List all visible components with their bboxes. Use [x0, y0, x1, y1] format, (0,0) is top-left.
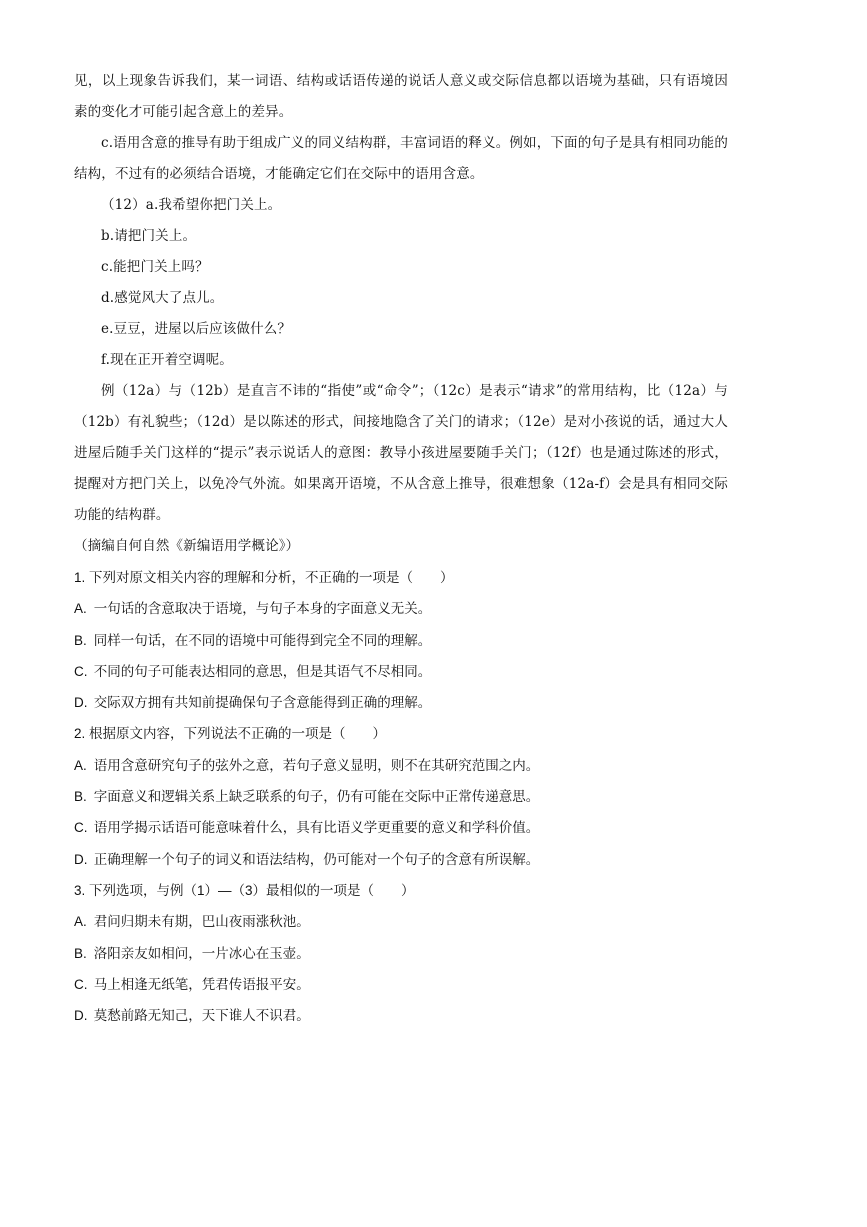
option-a[interactable] [74, 906, 728, 937]
example-line: d.感觉风大了点儿。 [101, 290, 224, 306]
example-line: c.能把门关上吗？ [101, 259, 209, 275]
option-label: D. [74, 1008, 88, 1024]
option-label: B. [74, 945, 87, 961]
questions [74, 562, 728, 1031]
option-c[interactable] [74, 656, 728, 687]
option-label: C. [74, 820, 88, 836]
example-line: b.请把门关上。 [101, 228, 197, 244]
option-d[interactable] [74, 844, 728, 875]
question-1 [74, 562, 728, 718]
option-text: 语用学揭示话语可能意味着什么，具有比语义学更重要的意义和学科价值。 [93, 820, 540, 836]
option-text: 同样一句话，在不同的语境中可能得到完全不同的理解。 [93, 632, 432, 648]
option-text: 不同的句子可能表达相同的意思，但是其语气不尽相同。 [93, 663, 432, 679]
option-c[interactable] [74, 969, 728, 1000]
option-text: 君问归期未有期，巴山夜雨涨秋池。 [93, 914, 310, 930]
option-label: C. [74, 663, 88, 679]
option-label: B. [74, 789, 87, 805]
example-list [74, 190, 728, 376]
option-text: 一句话的含意取决于语境，与句子本身的字面意义无关。 [93, 601, 432, 617]
source-citation: （摘编自何自然《新编语用学概论》） [74, 538, 300, 554]
option-c[interactable] [74, 812, 728, 843]
option-label: A. [74, 914, 87, 930]
example-line: （12）a.我希望你把门关上。 [101, 197, 282, 213]
question-stem: 2. 根据原文内容，下列说法不正确的一项是（ ） [74, 726, 387, 742]
option-label: D. [74, 851, 88, 867]
option-label: A. [74, 601, 87, 617]
passage-closing-paragraph: 例（12a）与（12b）是直言不讳的“指使”或“命令”；（12c）是表示“请求”的常用结构，比（12a）与（12b）有礼貌些；（12d）是以陈述的形式，间接地隐含了关门的请求；（12e）是对小孩说的话，通过大人进屋后随手关门这样的“提示”表示说话人的意图：教导小孩进屋要随手关门；（12f）也是通过陈述的形式，提醒对方把门关上，以免冷气外流。如果离开语境，不从含意上推导，很难想象（12a-f）会是具有相同交际功能的结构群。 [74, 383, 728, 523]
page-content [74, 66, 728, 1031]
example-line: e.豆豆，进屋以后应该做什么？ [101, 321, 292, 337]
option-b[interactable] [74, 781, 728, 812]
option-text: 正确理解一个句子的词义和语法结构，仍可能对一个句子的含意有所误解。 [93, 851, 540, 867]
passage-paragraph-1: 见，以上现象告诉我们，某一词语、结构或话语传递的说话人意义或交际信息都以语境为基础，只有语境因素的变化才可能引起含意上的差异。 [74, 73, 728, 120]
option-text: 马上相逢无纸笔，凭君传语报平安。 [93, 976, 310, 992]
option-a[interactable] [74, 593, 728, 624]
option-text: 交际双方拥有共知前提确保句子含意能得到正确的理解。 [93, 695, 432, 711]
option-text: 莫愁前路无知己，天下谁人不识君。 [93, 1008, 310, 1024]
option-text: 语用含意研究句子的弦外之意，若句子意义显明，则不在其研究范围之内。 [93, 757, 540, 773]
passage [74, 66, 728, 562]
option-b[interactable] [74, 938, 728, 969]
option-text: 洛阳亲友如相问，一片冰心在玉壶。 [93, 945, 310, 961]
option-label: B. [74, 632, 87, 648]
option-label: C. [74, 976, 88, 992]
option-d[interactable] [74, 687, 728, 718]
question-3 [74, 875, 728, 1031]
option-label: A. [74, 757, 87, 773]
question-stem: 1. 下列对原文相关内容的理解和分析，不正确的一项是（ ） [74, 570, 454, 585]
option-label: D. [74, 695, 88, 711]
question-2 [74, 718, 728, 874]
passage-paragraph-2: c.语用含意的推导有助于组成广义的同义结构群，丰富词语的释义。例如，下面的句子是具有相同功能的结构，不过有的必须结合语境，才能确定它们在交际中的语用含意。 [74, 135, 728, 182]
option-d[interactable] [74, 1000, 728, 1031]
option-b[interactable] [74, 625, 728, 656]
option-text: 字面意义和逻辑关系上缺乏联系的句子，仍有可能在交际中正常传递意思。 [93, 789, 540, 805]
question-stem: 3. 下列选项，与例（1）—（3）最相似的一项是（ ） [74, 882, 415, 898]
example-line: f.现在正开着空调呢。 [101, 352, 233, 368]
option-a[interactable] [74, 750, 728, 781]
